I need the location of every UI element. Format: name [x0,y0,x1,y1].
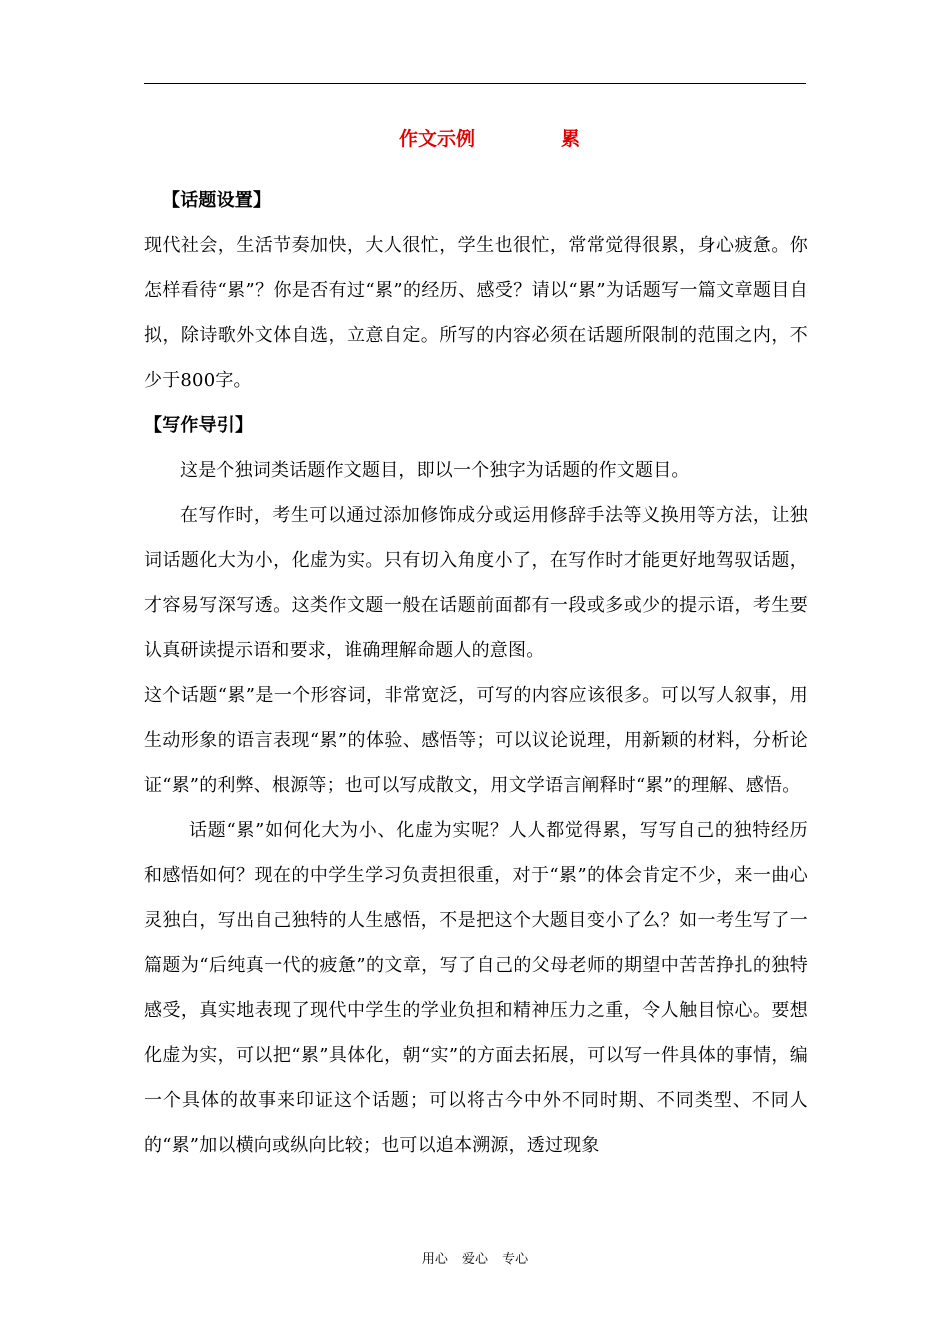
guide-paragraph-4: 话题“累”如何化大为小、化虚为实呢？人人都觉得累，写写自己的独特经历和感悟如何？现在的中学生学习负责担很重，对于“累”的体会肯定不少，来一曲心灵独白，写出自己独特的人生感悟，不是把这个大题目变小了么？如一考生写了一篇题为“后纯真一代的疲惫”的文章，写了自己的父母老师的期望中苦苦挣扎的独特感受，真实地表现了现代中学生的学业负担和精神压力之重，令人触目惊心。要想化虚为实，可以把“累”具体化，朝“实”的方面去拓展，可以写一件具体的事情，编一个具体的故事来印证这个话题；可以将古今中外不同时期、不同类型、不同人的“累”加以横向或纵向比较；也可以追本溯源，透过现象 [144,820,808,1156]
guide-paragraph-3: 这个话题“累”是一个形容词，非常宽泛，可写的内容应该很多。可以写人叙事，用生动形象的语言表现“累”的体验、感悟等；可以议论说理，用新颖的材料，分析论证“累”的利弊、根源等；也可以写成散文，用文学语言阐释时“累”的理解、感悟。 [144,685,808,796]
guide-heading: 【写作导引】 [144,415,254,436]
title-part-2: 累 [561,128,581,150]
header-rule [144,83,806,84]
topic-paragraph: 现代社会，生活节奏加快，大人很忙，学生也很忙，常常觉得很累，身心疲惫。你怎样看待“累”？你是否有过“累”的经历、感受？请以“累”为话题写一篇文章题目自拟，除诗歌外文体自选，立意自定。所写的内容必须在话题所限制的范围之内，不少于800字。 [144,235,808,391]
guide-paragraph-1: 这是个独词类话题作文题目，即以一个独字为话题的作文题目。 [180,460,690,481]
page-footer: 用心 爱心 专心 [421,1252,529,1267]
document-body [144,178,808,1168]
title-part-1: 作文示例 [399,128,476,150]
guide-paragraph-2: 在写作时，考生可以通过添加修饰成分或运用修辞手法等义换用等方法，让独词话题化大为小，化虚为实。只有切入角度小了，在写作时才能更好地驾驭话题，才容易写深写透。这类作文题一般在话题前面都有一段或多或少的提示语，考生要认真研读提示语和要求，谁确理解命题人的意图。 [144,505,808,661]
topic-heading: 【话题设置】 [162,190,272,211]
